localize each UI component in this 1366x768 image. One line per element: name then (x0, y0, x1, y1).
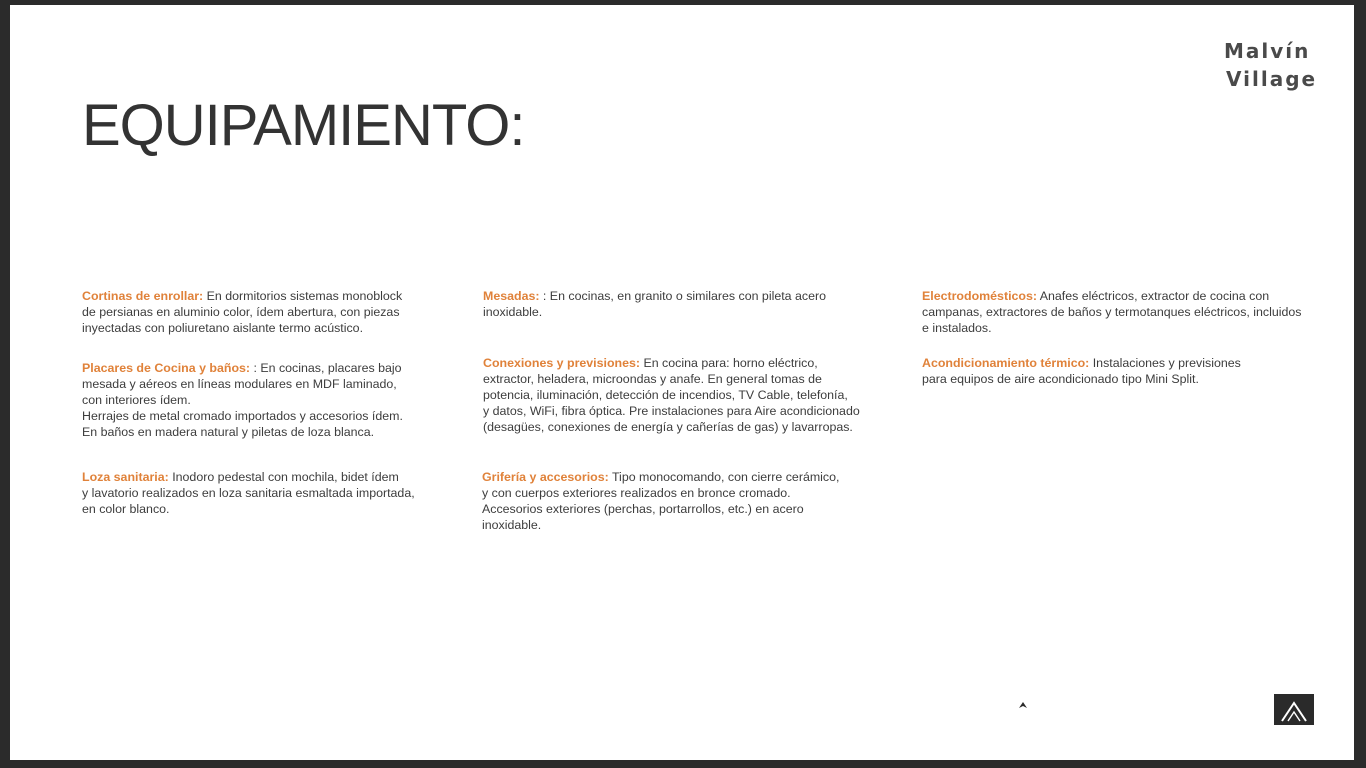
mountain-logo-icon (1274, 694, 1314, 725)
section-body: Inodoro pedestal con mochila, bidet ídem y lavatorio realizados en loza sanitaria esmaltada importada, en color blanco. (82, 470, 415, 516)
section-body: En cocina para: horno eléctrico, extractor, heladera, microondas y anafe. En general tomas de potencia, iluminación, detección de incendios, TV Cable, telefonía, y datos, WiFi, fibra óptica. Pre instalaciones para Aire acondicionado (desagües, conexiones de energía y cañerías de gas) y lavarropas. (483, 356, 860, 434)
section-body: En dormitorios sistemas monoblock de persianas en aluminio color, ídem abertura, con piezas inyectadas con poliuretano aislante termo acústico. (82, 289, 403, 335)
section-loza-sanitaria (82, 470, 442, 518)
section-heading: Acondicionamiento térmico: (922, 356, 1090, 370)
triangle-mark-icon (1018, 701, 1028, 709)
section-heading: Placares de Cocina y baños: (82, 361, 251, 375)
page-title: EQUIPAMIENTO: (82, 93, 525, 158)
section-body: Instalaciones y previsiones para equipos de aire acondicionado tipo Mini Split. (922, 356, 1241, 386)
section-heading: Electrodomésticos: (922, 289, 1037, 303)
section-cortinas (82, 289, 442, 337)
brand-logo-line2: Village (1226, 67, 1318, 91)
section-heading: Mesadas: (483, 289, 540, 303)
brand-logo (1224, 37, 1320, 93)
section-heading: Loza sanitaria: (82, 470, 169, 484)
section-mesadas (483, 289, 863, 321)
section-body: Anafes eléctricos, extractor de cocina con campanas, extractores de baños y termotanques eléctricos, incluidos e instalados. (922, 289, 1302, 335)
section-heading: Cortinas de enrollar: (82, 289, 204, 303)
section-heading: Grifería y accesorios: (482, 470, 609, 484)
section-acondicionamiento (922, 356, 1302, 388)
section-body: : En cocinas, en granito o similares con pileta acero inoxidable. (483, 289, 826, 319)
section-heading: Conexiones y previsiones: (483, 356, 641, 370)
slide (10, 5, 1354, 760)
section-griferia (482, 470, 862, 534)
brand-logo-line1: Malvín (1224, 39, 1311, 63)
section-body: Tipo monocomando, con cierre cerámico, y con cuerpos exteriores realizados en bronce cromado. Accesorios exteriores (perchas, portarrollos, etc.) en acero inoxidable. (482, 470, 840, 532)
section-conexiones (483, 356, 883, 436)
section-electrodomesticos (922, 289, 1322, 337)
section-placares (82, 361, 432, 441)
section-body: : En cocinas, placares bajo mesada y aéreos en líneas modulares en MDF laminado, con interiores ídem. Herrajes de metal cromado importados y accesorios ídem. En baños en madera natural y piletas de loza blanca. (82, 361, 403, 439)
